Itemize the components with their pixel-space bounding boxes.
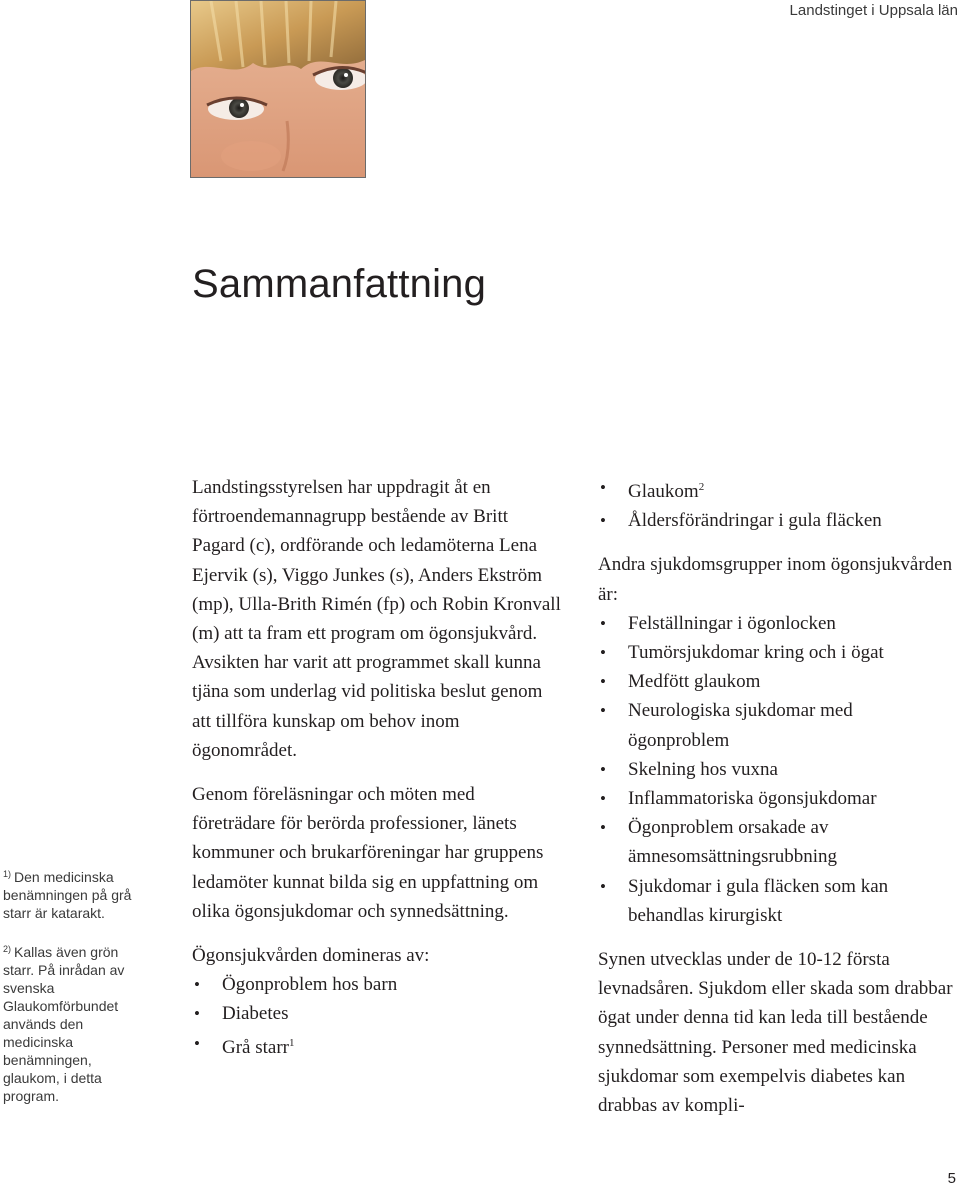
list-item-text: Sjukdomar i gula fläcken som kan behandlas kirurgiskt xyxy=(628,875,889,926)
sidenote-number: 1) xyxy=(3,869,12,879)
list-item xyxy=(598,872,958,930)
footnote-ref: 2 xyxy=(698,481,705,493)
footnote-ref: 1 xyxy=(289,1036,295,1049)
list-item xyxy=(192,999,562,1028)
bullet-glyph: • xyxy=(600,759,606,779)
bullet-glyph: • xyxy=(600,643,606,663)
list-item-text: Glaukom xyxy=(628,481,699,502)
bullet-glyph: • xyxy=(600,511,606,531)
list-item xyxy=(598,755,958,784)
list-item-text: Diabetes xyxy=(222,1003,289,1025)
paragraph: Genom föreläsningar och möten med företrädare för berörda professioner, länets kommuner och brukarföreningar har gruppens ledamöter kunnat bilda sig en uppfattning om olika ögonsjukdomar och synnedsättning. xyxy=(192,784,544,922)
list-item xyxy=(598,784,958,813)
bullet-glyph: • xyxy=(600,613,606,633)
list-item-text: Neurologiska sjukdomar med ögonproblem xyxy=(628,700,853,751)
list-item xyxy=(598,473,958,506)
list-item-text: Tumörsjukdomar kring och i ögat xyxy=(628,642,884,664)
sidenote-text: Kallas även grön starr. På inrådan av svenska Glaukomförbundet används den medicinska benämningen, glaukom, i detta program. xyxy=(3,944,125,1104)
paragraph: Andra sjukdomsgrupper inom ögonsjukvården är: xyxy=(598,554,953,605)
body-column-left xyxy=(192,473,562,1077)
list-item-text: Åldersförändringar i gula fläcken xyxy=(628,510,882,532)
bullet-glyph: • xyxy=(600,672,606,692)
bullet-glyph: • xyxy=(194,1004,200,1024)
bullet-glyph: • xyxy=(600,478,606,497)
bullet-list xyxy=(192,970,562,1062)
running-header: Landstinget i Uppsala län xyxy=(789,2,958,19)
sidenotes xyxy=(3,865,143,1123)
list-item xyxy=(192,970,562,999)
sidenote-number: 2) xyxy=(3,944,12,954)
bullet-glyph: • xyxy=(600,818,606,838)
list-item-text: Ögonproblem hos barn xyxy=(222,974,398,996)
list-item xyxy=(598,696,958,754)
list-item-text: Inflammatoriska ögonsjukdomar xyxy=(628,788,877,810)
list-item xyxy=(192,1029,562,1062)
list-item xyxy=(598,638,958,667)
bullet-glyph: • xyxy=(600,789,606,809)
list-item-text: Ögonproblem orsakade av ämnesomsättningsrubbning xyxy=(628,817,837,868)
bullet-glyph: • xyxy=(600,876,606,896)
list-item xyxy=(598,813,958,871)
list-item-text: Grå starr xyxy=(222,1036,289,1058)
list-item-text: Skelning hos vuxna xyxy=(628,758,778,780)
bullet-glyph: • xyxy=(194,1033,200,1053)
body-column-right xyxy=(598,473,958,1135)
child-face-illustration xyxy=(191,1,366,178)
sidenote-text: Den medicinska benämningen på grå starr är katarakt. xyxy=(3,869,132,921)
list-item-text: Medfött glaukom xyxy=(628,671,761,693)
list-item xyxy=(598,667,958,696)
child-face-photo xyxy=(190,0,366,178)
page-title: Sammanfattning xyxy=(192,262,487,306)
list-item xyxy=(598,609,958,638)
bullet-glyph: • xyxy=(600,701,606,721)
list-item-text: Felställningar i ögonlocken xyxy=(628,612,836,634)
paragraph: Ögonsjukvården domineras av: xyxy=(192,945,430,967)
sidenote-1 xyxy=(3,865,143,922)
paragraph: Landstingsstyrelsen har uppdragit åt en förtroendemannagrupp bestående av Britt Pagard (c), ordförande och ledamöterna Lena Ejervik (s), Viggo Junkes (s), Anders Ekström (mp), Ulla-Brith Rimén (fp) och Robin Kronvall (m) att ta fram ett program om ögonsjukvård. Avsikten har varit att programmet skall kunna tjäna som underlag vid politiska beslut genom att tillföra kunskap om behov inom ögonområdet. xyxy=(192,477,561,761)
list-item xyxy=(598,506,958,535)
bullet-glyph: • xyxy=(194,975,200,995)
bullet-list xyxy=(598,609,958,930)
bullet-list xyxy=(598,473,958,535)
sidenote-2 xyxy=(3,940,143,1105)
page-number: 5 xyxy=(947,1170,956,1187)
paragraph: Synen utvecklas under de 10-12 första levnadsåren. Sjukdom eller skada som drabbar ögat under denna tid kan leda till bestående synnedsättning. Personer med medicinska sjukdomar som exempelvis diabetes kan drabbas av kompli- xyxy=(598,949,953,1117)
